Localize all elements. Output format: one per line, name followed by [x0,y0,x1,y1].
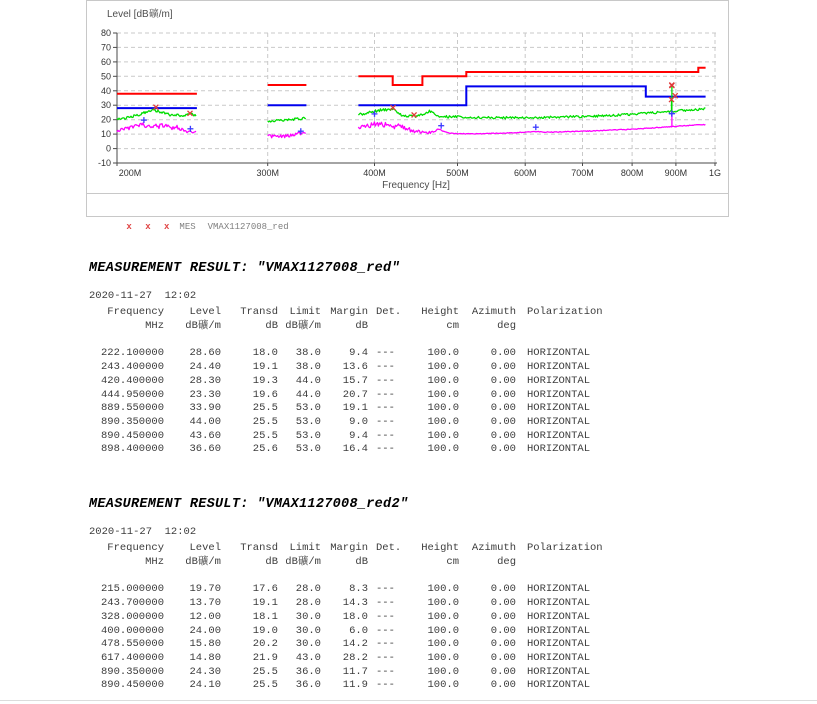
table-cell: HORIZONTAL [527,374,591,387]
table-cell: --- [376,415,395,428]
table-cell: 25.5 [252,429,278,442]
level-frequency-chart [87,1,728,193]
measurement-result-section-red2 [89,497,739,693]
table-cell: HORIZONTAL [527,361,591,374]
table-cell: 28.0 [295,597,321,610]
section-title: MEASUREMENT RESULT: "VMAX1127008_red" [89,261,400,276]
measurement-chart-panel [86,0,729,232]
table-cell: 0.00 [490,443,516,456]
table-cell: 890.350000 [100,415,164,428]
table-cell: 53.0 [295,429,321,442]
column-header: Transd [240,542,278,554]
table-cell: 215.000000 [100,583,164,596]
table-row [89,347,612,361]
table-cell: 25.5 [252,402,278,415]
table-cell: --- [376,388,395,401]
table-cell: --- [376,361,395,374]
column-header: Margin [330,306,368,318]
table-cell: 100.0 [427,583,459,596]
table-cell: 30.0 [295,638,321,651]
table-cell: HORIZONTAL [527,624,591,637]
measurement-datetime: 2020-11-27 12:02 [89,290,197,302]
table-cell: 19.3 [252,374,278,387]
table-cell: --- [376,638,395,651]
table-cell: 400.000000 [100,624,164,637]
measurement-result-section-red [89,261,739,457]
column-header: Azimuth [471,306,516,318]
table-cell: 898.400000 [100,443,164,456]
table-cell: HORIZONTAL [527,651,591,664]
table-row [89,638,612,652]
table-cell: 28.30 [189,374,221,387]
table-row [89,652,612,666]
table-cell: 0.00 [490,347,516,360]
svg-text:0: 0 [105,143,111,154]
svg-text:10: 10 [100,129,111,140]
table-row [89,597,612,611]
table-cell: 20.7 [342,388,368,401]
table-cell: 36.0 [295,679,321,692]
svg-text:60: 60 [100,56,111,67]
table-cell: 444.950000 [100,388,164,401]
svg-text:400M: 400M [363,168,386,178]
table-cell: 100.0 [427,624,459,637]
svg-text:1G: 1G [708,168,722,178]
table-cell: HORIZONTAL [527,347,591,360]
table-cell: 53.0 [295,415,321,428]
trace-magenta [268,132,306,138]
table-cell: 44.0 [295,388,321,401]
column-header: dB [355,319,368,332]
column-header: MHz [145,555,164,568]
table-cell: 11.9 [342,679,368,692]
table-cell: 243.400000 [100,361,164,374]
column-header: dB礦/m [185,319,221,332]
table-cell: 0.00 [490,679,516,692]
table-cell: 100.0 [427,597,459,610]
table-row [89,679,612,693]
table-cell: 24.00 [189,624,221,637]
table-row [89,389,612,403]
table-cell: --- [376,402,395,415]
table-cell: 13.6 [342,361,368,374]
units-row [89,320,612,334]
table-cell: 0.00 [490,361,516,374]
svg-text:70: 70 [100,42,111,53]
table-row [89,416,612,430]
column-header [516,320,612,334]
table-cell: 25.6 [252,443,278,456]
table-cell: 420.400000 [100,374,164,387]
table-cell: 243.700000 [100,597,164,610]
trace-green [358,108,705,119]
table-cell: 16.4 [342,443,368,456]
column-header [368,556,402,570]
table-cell: 100.0 [427,610,459,623]
table-row [89,375,612,389]
table-row [89,666,612,680]
table-cell: 0.00 [490,624,516,637]
column-header: cm [446,319,459,332]
page-divider [0,700,817,701]
svg-text:Level [dB礦/m]: Level [dB礦/m] [107,9,173,20]
table-cell: 9.0 [349,415,368,428]
column-header: dB [265,555,278,568]
table-cell: --- [376,597,395,610]
table-cell: 23.30 [189,388,221,401]
table-cell: 33.90 [189,402,221,415]
table-cell: 0.00 [490,429,516,442]
table-cell: 18.1 [252,610,278,623]
table-cell: 100.0 [427,402,459,415]
units-row [89,556,612,570]
svg-text:600M: 600M [513,168,537,178]
svg-text:500M: 500M [446,168,469,178]
column-header: dB礦/m [285,555,321,568]
table-cell: 25.5 [252,679,278,692]
table-cell: 43.60 [189,429,221,442]
table-cell: 889.550000 [100,402,164,415]
spacer-row [89,569,612,583]
table-cell: 53.0 [295,443,321,456]
table-cell: 0.00 [490,638,516,651]
table-row [89,583,612,597]
svg-text:40: 40 [100,85,111,96]
table-cell: --- [376,443,395,456]
column-header: Margin [330,542,368,554]
table-cell: 19.1 [252,361,278,374]
table-cell: --- [376,429,395,442]
table-cell: 100.0 [427,638,459,651]
table-cell: 0.00 [490,651,516,664]
svg-text:-10: -10 [97,158,111,168]
column-header: Limit [289,542,321,554]
column-header [368,320,402,334]
table-cell: 9.4 [349,347,368,360]
table-cell: 6.0 [349,624,368,637]
traces [117,85,705,138]
column-header: dB礦/m [285,319,321,332]
table-cell: 222.100000 [100,347,164,360]
svg-text:20: 20 [100,114,111,125]
legend-x-markers-icon: x x x [126,222,174,232]
table-cell: 19.70 [189,583,221,596]
table-cell: 44.00 [189,415,221,428]
legend-trace-name: VMAX1127008_red [207,222,289,232]
table-cell: HORIZONTAL [527,388,591,401]
column-header: Polarization [527,306,603,318]
table-row [89,402,612,416]
column-header: dB [265,319,278,332]
table-cell: 13.70 [189,597,221,610]
table-cell: 30.0 [295,624,321,637]
header-row [89,306,612,320]
table-cell: 30.0 [295,610,321,623]
table-cell: 100.0 [427,679,459,692]
table-cell: 9.4 [349,429,368,442]
table-cell: 18.0 [342,610,368,623]
table-cell: 12.00 [189,610,221,623]
table-cell: HORIZONTAL [527,597,591,610]
table-cell: 890.450000 [100,679,164,692]
table-cell: 28.0 [295,583,321,596]
table-cell: 890.350000 [100,665,164,678]
table-cell: 0.00 [490,610,516,623]
table-cell: HORIZONTAL [527,583,591,596]
column-header: Limit [289,306,321,318]
column-header: cm [446,555,459,568]
column-header: dB礦/m [185,555,221,568]
marker-plus-icon [438,123,444,129]
table-cell: 19.6 [252,388,278,401]
table-cell: 15.80 [189,638,221,651]
table-row [89,443,612,457]
column-header: MHz [145,319,164,332]
marker-plus-icon [533,124,539,130]
marker-x-icon [412,112,417,117]
table-cell: 100.0 [427,374,459,387]
table-cell: 18.0 [252,347,278,360]
svg-text:300M: 300M [256,168,279,178]
table-row [89,430,612,444]
table-cell: HORIZONTAL [527,402,591,415]
table-cell: 100.0 [427,443,459,456]
measurement-result-table [89,542,612,693]
svg-text:30: 30 [100,100,111,111]
table-cell: 19.0 [252,624,278,637]
table-cell: 0.00 [490,402,516,415]
table-cell: 0.00 [490,388,516,401]
table-cell: 24.30 [189,665,221,678]
table-cell: 15.7 [342,374,368,387]
table-cell: 17.6 [252,583,278,596]
table-cell: 21.9 [252,651,278,664]
table-row [89,611,612,625]
table-cell: 14.3 [342,597,368,610]
spacer-row [89,333,612,347]
table-cell: 38.0 [295,361,321,374]
table-cell: 100.0 [427,415,459,428]
table-cell: 100.0 [427,361,459,374]
table-cell: --- [376,624,395,637]
marker-plus-icon [141,117,147,123]
table-cell: HORIZONTAL [527,610,591,623]
axes [113,33,717,166]
table-cell: 890.450000 [100,429,164,442]
column-header: Azimuth [471,542,516,554]
table-cell: 36.0 [295,665,321,678]
section-title: MEASUREMENT RESULT: "VMAX1127008_red2" [89,497,409,512]
svg-text:50: 50 [100,71,111,82]
column-header: Polarization [527,542,603,554]
table-cell: 24.40 [189,361,221,374]
column-header: Level [189,542,221,554]
table-cell: --- [376,583,395,596]
table-cell: 617.400000 [100,651,164,664]
svg-text:900M: 900M [664,168,688,178]
column-header: Level [189,306,221,318]
table-cell: HORIZONTAL [527,679,591,692]
table-cell: 28.60 [189,347,221,360]
table-cell: 0.00 [490,597,516,610]
table-cell: 0.00 [490,374,516,387]
table-cell: 20.2 [252,638,278,651]
table-cell: --- [376,347,395,360]
table-cell: 19.1 [342,402,368,415]
column-header: deg [497,555,516,568]
table-cell: 100.0 [427,651,459,664]
table-cell: 11.7 [342,665,368,678]
table-cell: 19.1 [252,597,278,610]
markers [141,83,678,135]
table-cell: 43.0 [295,651,321,664]
table-cell: 8.3 [349,583,368,596]
table-cell: 24.10 [189,679,221,692]
table-cell: 328.000000 [100,610,164,623]
column-header [516,556,612,570]
table-cell: 44.0 [295,374,321,387]
table-row [89,625,612,639]
table-cell: 28.2 [342,651,368,664]
limit-blue [358,86,705,105]
table-row [89,361,612,375]
measurement-datetime: 2020-11-27 12:02 [89,526,197,538]
table-cell: 38.0 [295,347,321,360]
table-cell: HORIZONTAL [527,665,591,678]
table-cell: 36.60 [189,443,221,456]
table-cell: HORIZONTAL [527,415,591,428]
svg-text:Frequency [Hz]: Frequency [Hz] [382,180,450,191]
table-cell: HORIZONTAL [527,638,591,651]
table-cell: HORIZONTAL [527,443,591,456]
table-cell: 100.0 [427,388,459,401]
table-cell: --- [376,665,395,678]
table-cell: 0.00 [490,415,516,428]
table-cell: 53.0 [295,402,321,415]
gridlines [117,33,717,163]
chart-legend [87,193,728,232]
trace-green [117,109,196,119]
column-header: Transd [240,306,278,318]
header-row [89,542,612,556]
table-cell: --- [376,374,395,387]
table-cell: 14.80 [189,651,221,664]
table-cell: 25.5 [252,665,278,678]
svg-text:800M: 800M [620,168,644,178]
trace-magenta [358,122,705,134]
table-cell: 100.0 [427,347,459,360]
table-cell: 478.550000 [100,638,164,651]
table-cell: 25.5 [252,415,278,428]
table-cell: 0.00 [490,665,516,678]
table-cell: 100.0 [427,429,459,442]
table-cell: 14.2 [342,638,368,651]
table-cell: --- [376,651,395,664]
column-header: Frequency [107,306,164,318]
column-header: Height [421,542,459,554]
column-header: deg [497,319,516,332]
legend-trace-type: MES [179,222,196,232]
table-cell: --- [376,679,395,692]
limit-lines [117,68,706,108]
table-cell: --- [376,610,395,623]
column-header: Frequency [107,542,164,554]
column-header: dB [355,555,368,568]
trace-magenta [117,123,196,133]
column-header: Height [421,306,459,318]
measurement-result-table [89,306,612,457]
svg-text:700M: 700M [571,168,594,178]
table-cell: HORIZONTAL [527,429,591,442]
svg-text:80: 80 [100,28,111,38]
table-cell: 100.0 [427,665,459,678]
column-header: Det. [376,306,402,318]
column-header: Det. [376,542,402,554]
svg-text:200M: 200M [118,168,142,178]
table-cell: 0.00 [490,583,516,596]
